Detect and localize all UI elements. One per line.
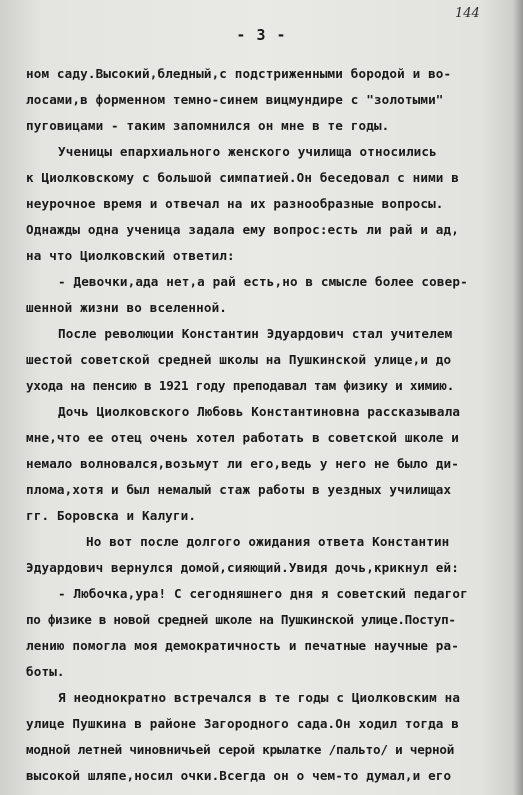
text-line: Эдуардович вернулся домой,сияющий.Увидя дочь,крикнул ей: xyxy=(26,560,459,575)
text-line: по физике в новой средней школе на Пушкинской улице.Поступ- xyxy=(26,612,456,627)
text-line: шенной жизни во вселенной. xyxy=(26,300,228,315)
text-line: пуговицами - таким запомнился он мне в те годы. xyxy=(26,118,390,133)
text-line: После революции Константин Эдуардович стал учителем xyxy=(58,326,453,341)
text-line: к Циолковскому с большой симпатией.Он беседовал с ними в xyxy=(26,170,459,185)
page-edge-shadow xyxy=(513,0,523,795)
text-line: ном саду.Высокий,бледный,с подстриженными бородой и во- xyxy=(26,66,452,81)
text-line: Однажды одна ученица задала ему вопрос:есть ли рай и ад, xyxy=(26,222,459,237)
text-line: шестой советской средней школы на Пушкинской улице,и до xyxy=(26,352,452,367)
text-line: неурочное время и отвечал на их разнообразные вопросы. xyxy=(26,196,444,211)
text-line: лению помогла моя демократичность и печатные научные ра- xyxy=(26,638,459,653)
text-line: плома,хотя и был немалый стаж работы в уездных училищах xyxy=(26,482,452,497)
text-line: на что Циолковский ответил: xyxy=(26,248,235,263)
text-line: мне,что ее отец очень хотел работать в советской школе и xyxy=(26,430,459,445)
text-line: ухода на пенсию в 1921 году преподавал там физику и химию. xyxy=(26,378,455,393)
text-line: высокой шляпе,носил очки.Всегда он о чем-то думал,и его xyxy=(26,768,452,783)
text-line: улице Пушкина в районе Загородного сада.Он ходил тогда в xyxy=(26,716,459,731)
text-line: Дочь Циолковского Любовь Константиновна рассказывала xyxy=(58,404,461,419)
text-line: - Девочки,ада нет,а рай есть,но в смысле более совер- xyxy=(58,274,468,289)
text-line: гг. Боровска и Калуги. xyxy=(26,508,197,523)
text-line: Ученицы епархиального женского училища относились xyxy=(58,144,437,159)
page-number: - 3 - xyxy=(236,26,287,44)
text-line: немало волновался,возьмут ли его,ведь у него не было ди- xyxy=(26,456,459,471)
text-line: Я неоднократно встречался в те годы с Циолковским на xyxy=(58,690,461,705)
text-line: Но вот после долгого ожидания ответа Константин xyxy=(86,534,450,549)
text-line: боты. xyxy=(26,664,65,679)
text-line: лосами,в форменном темно-синем вицмундире с "золотыми" xyxy=(26,92,444,107)
text-line: модной летней чиновничьей серой крылатке /пальто/ и черной xyxy=(26,742,455,757)
text-line: - Любочка,ура! С сегодняшнего дня я советский педагог xyxy=(58,586,468,601)
archive-sheet-number: 144 xyxy=(455,6,480,21)
